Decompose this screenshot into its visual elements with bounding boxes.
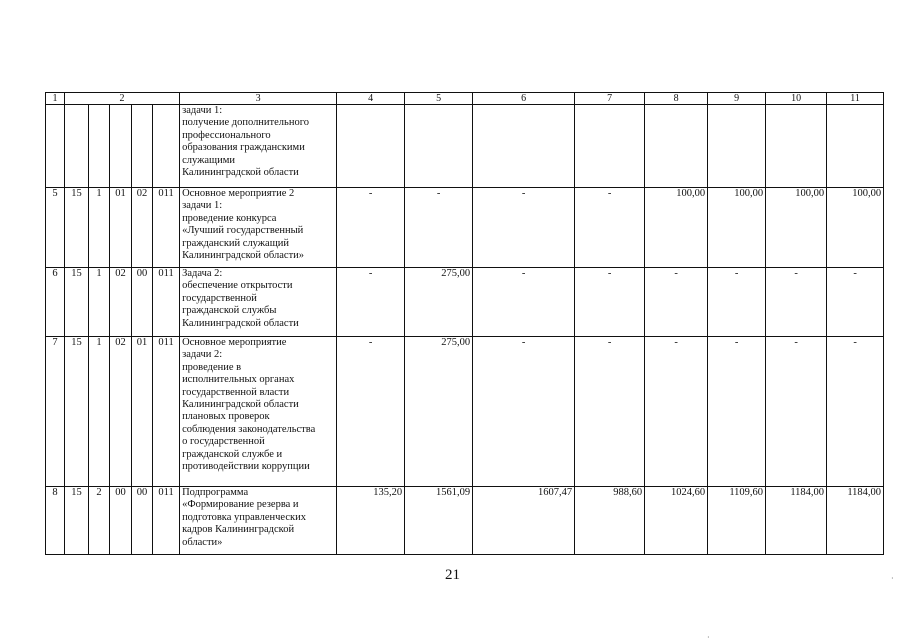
header-cell: 11	[827, 93, 884, 105]
scan-speck: ·	[891, 574, 894, 583]
description-cell: задачи 1: получение дополнительного профессионального образования гражданскими служащими Калининградской области	[180, 105, 337, 188]
value-cell: -	[766, 268, 827, 337]
code-cell: 1	[89, 188, 110, 268]
table-row	[46, 337, 884, 487]
value-cell: -	[708, 337, 766, 487]
header-cell: 1	[46, 93, 65, 105]
code-cell	[153, 105, 180, 188]
value-cell: -	[827, 337, 884, 487]
code-cell: 02	[132, 188, 153, 268]
row-number: 5	[46, 188, 65, 268]
code-cell: 02	[110, 268, 132, 337]
description-cell: Основное мероприятие задачи 2: проведение в исполнительных органах государственной власти Калининградской области плановых проверок соблюдения законодательства о государственной гражданской службе и противодействии коррупции	[180, 337, 337, 487]
row-number: 8	[46, 487, 65, 555]
header-cell: 3	[180, 93, 337, 105]
page-number: 21	[445, 567, 460, 583]
value-cell: 1024,60	[645, 487, 708, 555]
code-cell: 1	[89, 268, 110, 337]
value-cell: -	[645, 337, 708, 487]
value-cell	[575, 105, 645, 188]
value-cell	[645, 105, 708, 188]
header-cell: 10	[766, 93, 827, 105]
row-number: 6	[46, 268, 65, 337]
header-cell: 2	[65, 93, 180, 105]
value-cell: -	[575, 337, 645, 487]
value-cell: 275,00	[405, 337, 473, 487]
value-cell: -	[473, 337, 575, 487]
code-cell: 1	[89, 337, 110, 487]
description-cell: Подпрограмма «Формирование резерва и подготовка управленческих кадров Калининградской области»	[180, 487, 337, 555]
code-cell: 02	[110, 337, 132, 487]
row-number: 7	[46, 337, 65, 487]
value-cell: 1109,60	[708, 487, 766, 555]
code-cell: 011	[153, 487, 180, 555]
code-cell: 00	[110, 487, 132, 555]
code-cell: 15	[65, 188, 89, 268]
header-row	[46, 93, 884, 105]
row-number	[46, 105, 65, 188]
value-cell: 100,00	[827, 188, 884, 268]
value-cell: 275,00	[405, 268, 473, 337]
value-cell	[405, 105, 473, 188]
header-cell: 6	[473, 93, 575, 105]
value-cell: -	[575, 268, 645, 337]
code-cell: 2	[89, 487, 110, 555]
budget-table	[45, 92, 884, 555]
value-cell: 988,60	[575, 487, 645, 555]
header-cell: 7	[575, 93, 645, 105]
code-cell	[89, 105, 110, 188]
value-cell: -	[405, 188, 473, 268]
value-cell	[337, 105, 405, 188]
code-cell: 00	[132, 268, 153, 337]
value-cell	[708, 105, 766, 188]
value-cell: 1607,47	[473, 487, 575, 555]
code-cell: 00	[132, 487, 153, 555]
description-cell: Основное мероприятие 2 задачи 1: проведение конкурса «Лучший государственный гражданский служащий Калининградской области»	[180, 188, 337, 268]
value-cell: -	[337, 268, 405, 337]
value-cell: -	[473, 188, 575, 268]
code-cell: 011	[153, 268, 180, 337]
value-cell: -	[337, 337, 405, 487]
table-row	[46, 487, 884, 555]
header-cell: 5	[405, 93, 473, 105]
value-cell: 100,00	[708, 188, 766, 268]
scan-speck: ·	[707, 633, 710, 642]
value-cell: -	[766, 337, 827, 487]
table-row	[46, 105, 884, 188]
code-cell: 01	[110, 188, 132, 268]
code-cell: 011	[153, 337, 180, 487]
code-cell: 15	[65, 268, 89, 337]
table-row	[46, 188, 884, 268]
value-cell: -	[708, 268, 766, 337]
header-cell: 8	[645, 93, 708, 105]
value-cell: 100,00	[645, 188, 708, 268]
value-cell: 1184,00	[766, 487, 827, 555]
code-cell: 15	[65, 337, 89, 487]
code-cell	[65, 105, 89, 188]
header-cell: 4	[337, 93, 405, 105]
value-cell: 1561,09	[405, 487, 473, 555]
value-cell	[473, 105, 575, 188]
value-cell: 1184,00	[827, 487, 884, 555]
value-cell: -	[827, 268, 884, 337]
code-cell	[132, 105, 153, 188]
code-cell: 01	[132, 337, 153, 487]
value-cell: 135,20	[337, 487, 405, 555]
value-cell: -	[337, 188, 405, 268]
value-cell: -	[575, 188, 645, 268]
code-cell	[110, 105, 132, 188]
description-cell: Задача 2: обеспечение открытости государственной гражданской службы Калининградской области	[180, 268, 337, 337]
code-cell: 011	[153, 188, 180, 268]
value-cell: -	[473, 268, 575, 337]
value-cell: -	[645, 268, 708, 337]
code-cell: 15	[65, 487, 89, 555]
value-cell: 100,00	[766, 188, 827, 268]
value-cell	[827, 105, 884, 188]
table-row	[46, 268, 884, 337]
value-cell	[766, 105, 827, 188]
header-cell: 9	[708, 93, 766, 105]
